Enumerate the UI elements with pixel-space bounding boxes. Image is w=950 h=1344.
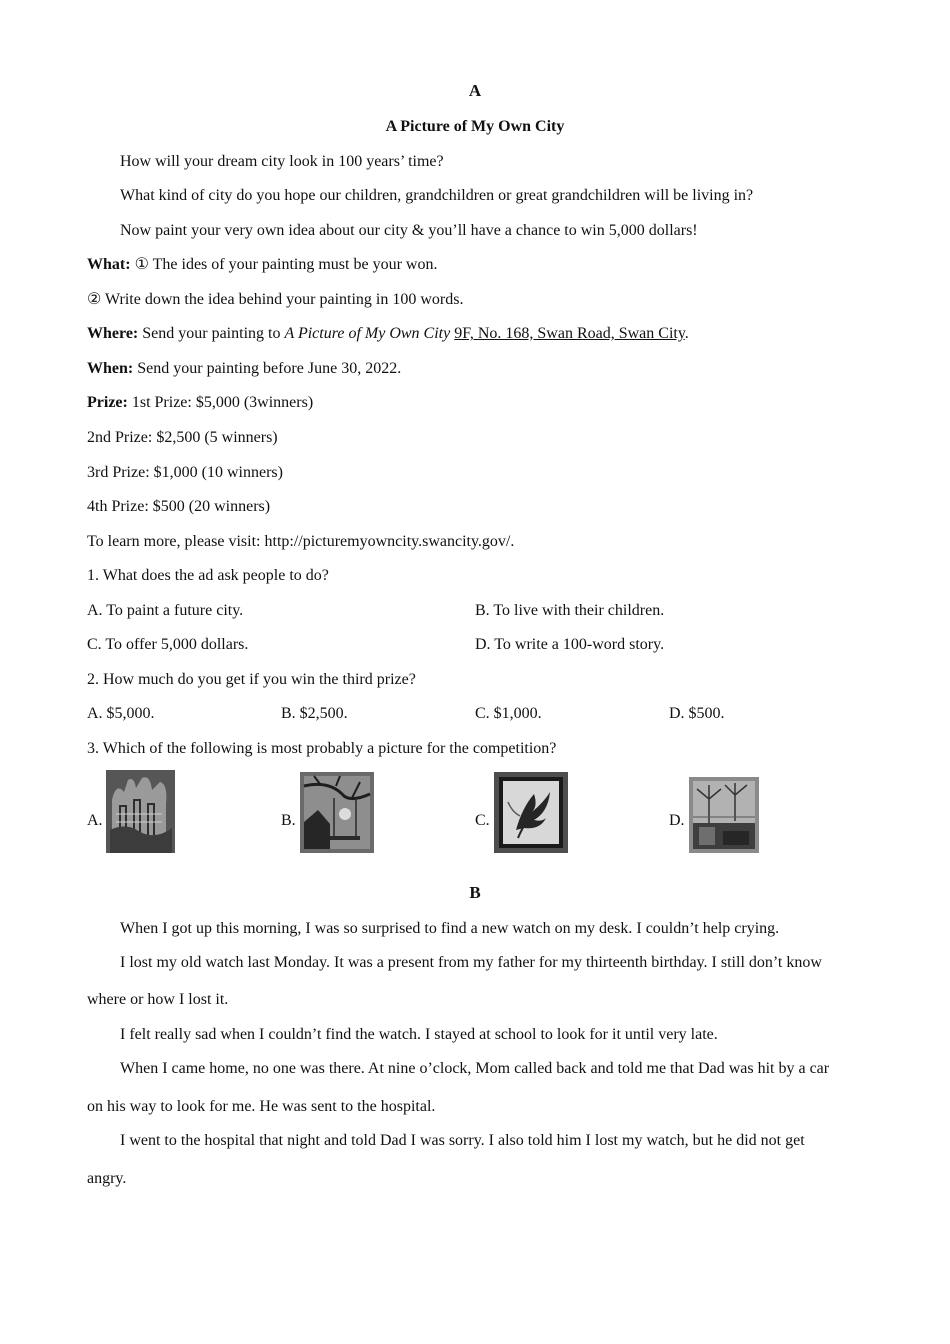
passage-a-title: A Picture of My Own City (385, 118, 565, 135)
where-address: 9F, No. 168, Swan Road, Swan City (454, 325, 685, 342)
what-line-1 (87, 255, 437, 275)
prize-label: Prize: (87, 394, 128, 411)
section-a-heading: A (468, 81, 482, 100)
prize-line-1 (87, 393, 313, 413)
what-label: What: (87, 256, 131, 273)
question-3-option-d-label: D. (669, 812, 685, 829)
question-3-option-c-label: C. (475, 812, 490, 829)
question-2-option-b: B. $2,500. (281, 705, 348, 722)
windmill-room-picture (689, 777, 759, 853)
passage-b-paragraph-5-line-1: I went to the hospital that night and told Dad I was sorry. I also told him I lost my watch, but he did not get (120, 1132, 805, 1149)
intro-line-2: What kind of city do you hope our children, grandchildren or great grandchildren will be living in? (120, 187, 754, 204)
question-1-option-b: B. To live with their children. (475, 602, 665, 619)
question-1-option-a: A. To paint a future city. (87, 602, 244, 619)
question-3-option-a-label: A. (87, 812, 103, 829)
tree-swing-picture (300, 772, 374, 853)
prize-1: 1st Prize: $5,000 (3winners) (127, 394, 314, 411)
learn-more-line: To learn more, please visit: http://picturemyowncity.swancity.gov/. (87, 533, 515, 550)
where-label: Where: (87, 325, 139, 342)
question-3-option-b-label: B. (281, 812, 296, 829)
question-1-stem: 1. What does the ad ask people to do? (87, 567, 329, 584)
question-2-option-d: D. $500. (669, 705, 725, 722)
question-2-stem: 2. How much do you get if you win the third prize? (87, 671, 416, 688)
where-line (87, 324, 689, 344)
passage-b-paragraph-5-line-2: angry. (87, 1170, 127, 1187)
what-line-2: ② Write down the idea behind your painting in 100 words. (87, 291, 464, 308)
prize-line-4: 4th Prize: $500 (20 winners) (87, 498, 271, 515)
prize-line-3: 3rd Prize: $1,000 (10 winners) (87, 464, 283, 481)
section-b-heading: B (469, 883, 481, 902)
passage-b-paragraph-4-line-1: When I came home, no one was there. At nine o’clock, Mom called back and told me that Dad was hit by a car (120, 1060, 830, 1077)
intro-line-1: How will your dream city look in 100 years’ time? (120, 153, 444, 170)
when-text: Send your painting before June 30, 2022. (133, 360, 402, 377)
where-end: . (684, 325, 689, 342)
city-sketch-picture (106, 770, 175, 853)
what-text-1: ① The ides of your painting must be your won. (130, 256, 438, 273)
where-text: Send your painting to (138, 325, 285, 342)
prize-line-2: 2nd Prize: $2,500 (5 winners) (87, 429, 278, 446)
question-3-stem: 3. Which of the following is most probably a picture for the competition? (87, 740, 557, 757)
question-1-option-d: D. To write a 100-word story. (475, 636, 665, 653)
when-line (87, 359, 401, 379)
flower-frame-picture (494, 772, 568, 853)
question-2-option-c: C. $1,000. (475, 705, 542, 722)
question-1-option-c: C. To offer 5,000 dollars. (87, 636, 249, 653)
passage-b-paragraph-4-line-2: on his way to look for me. He was sent to the hospital. (87, 1098, 436, 1115)
intro-line-3: Now paint your very own idea about our city & you’ll have a chance to win 5,000 dollars! (120, 222, 698, 239)
passage-b-paragraph-2-line-2: where or how I lost it. (87, 991, 229, 1008)
where-contest-name: A Picture of My Own City (284, 325, 451, 342)
passage-b-paragraph-2-line-1: I lost my old watch last Monday. It was a present from my father for my thirteenth birthday. I still don’t know (120, 954, 822, 971)
passage-b-paragraph-1: When I got up this morning, I was so surprised to find a new watch on my desk. I couldn’t help crying. (120, 920, 780, 937)
when-label: When: (87, 360, 134, 377)
question-2-option-a: A. $5,000. (87, 705, 155, 722)
passage-b-paragraph-3: I felt really sad when I couldn’t find the watch. I stayed at school to look for it until very late. (120, 1026, 718, 1043)
